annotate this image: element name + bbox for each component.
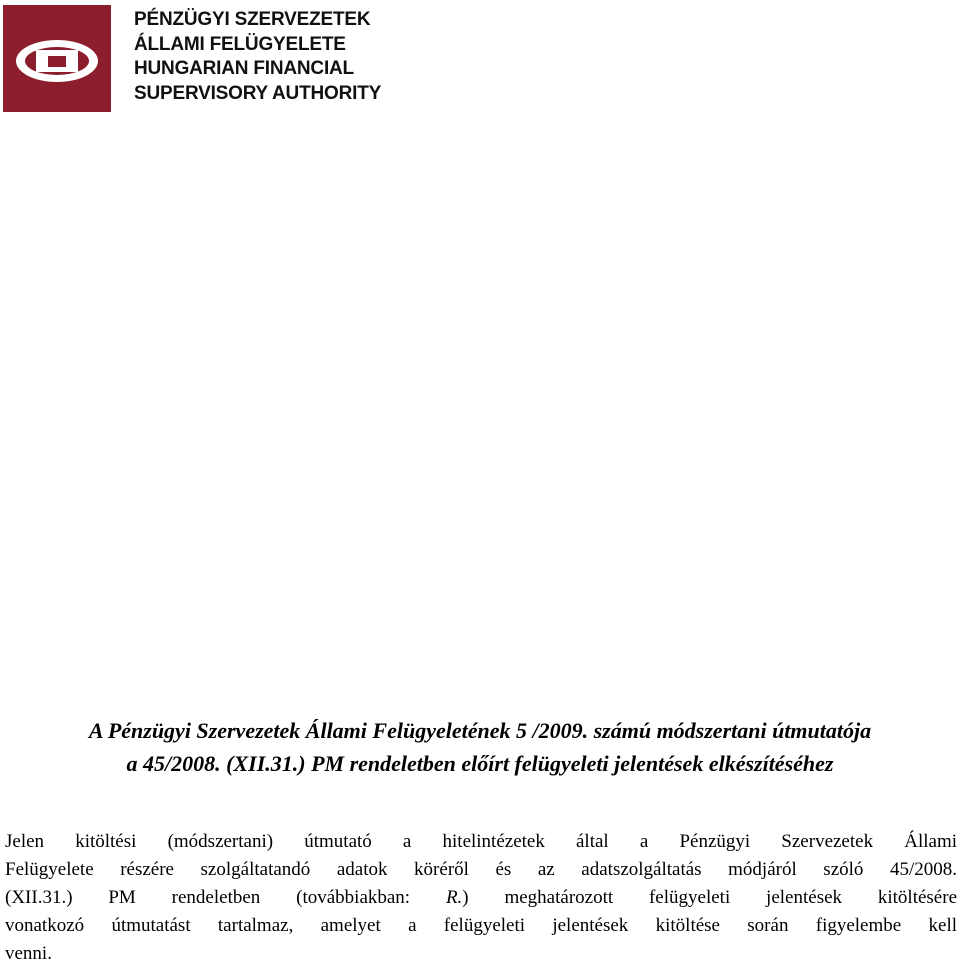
body-line-5: venni.	[5, 943, 52, 964]
organization-name	[134, 8, 381, 106]
body-line-3	[5, 884, 957, 912]
org-name-line: SUPERVISORY AUTHORITY	[134, 82, 382, 104]
psz-authority-logo-icon	[3, 5, 111, 112]
body-line-1: Jelen kitöltési (módszertani) útmutató a hitelintézetek által a Pénzügyi Szervezetek Állami	[5, 831, 957, 852]
body-line-3-end: ) meghatározott felügyeleti jelentések kitöltésére	[462, 887, 957, 908]
document-title	[0, 714, 960, 780]
page-header	[3, 5, 381, 112]
body-line-4: vonatkozó útmutatást tartalmaz, amelyet a felügyeleti jelentések kitöltése során figyelembe kell	[5, 915, 957, 936]
body-line-2: Felügyelete részére szolgáltatandó adatok köréről és az adatszolgáltatás módjáról szóló 45/2008.	[5, 859, 957, 880]
org-name-line: PÉNZÜGYI SZERVEZETEK	[134, 9, 371, 30]
body-line-3-italic: R.	[445, 887, 463, 908]
title-line-1: A Pénzügyi Szervezetek Állami Felügyeletének 5 /2009. számú módszertani útmutatója	[88, 718, 872, 743]
body-line-3-start: (XII.31.) PM rendeletben (továbbiakban:	[5, 887, 411, 908]
title-line-2: a 45/2008. (XII.31.) PM rendeletben előírt felügyeleti jelentések elkészítéséhez	[126, 751, 834, 776]
org-name-line: ÁLLAMI FELÜGYELETE	[134, 33, 346, 55]
body-paragraph	[5, 828, 957, 968]
org-name-line: HUNGARIAN FINANCIAL	[134, 58, 354, 79]
